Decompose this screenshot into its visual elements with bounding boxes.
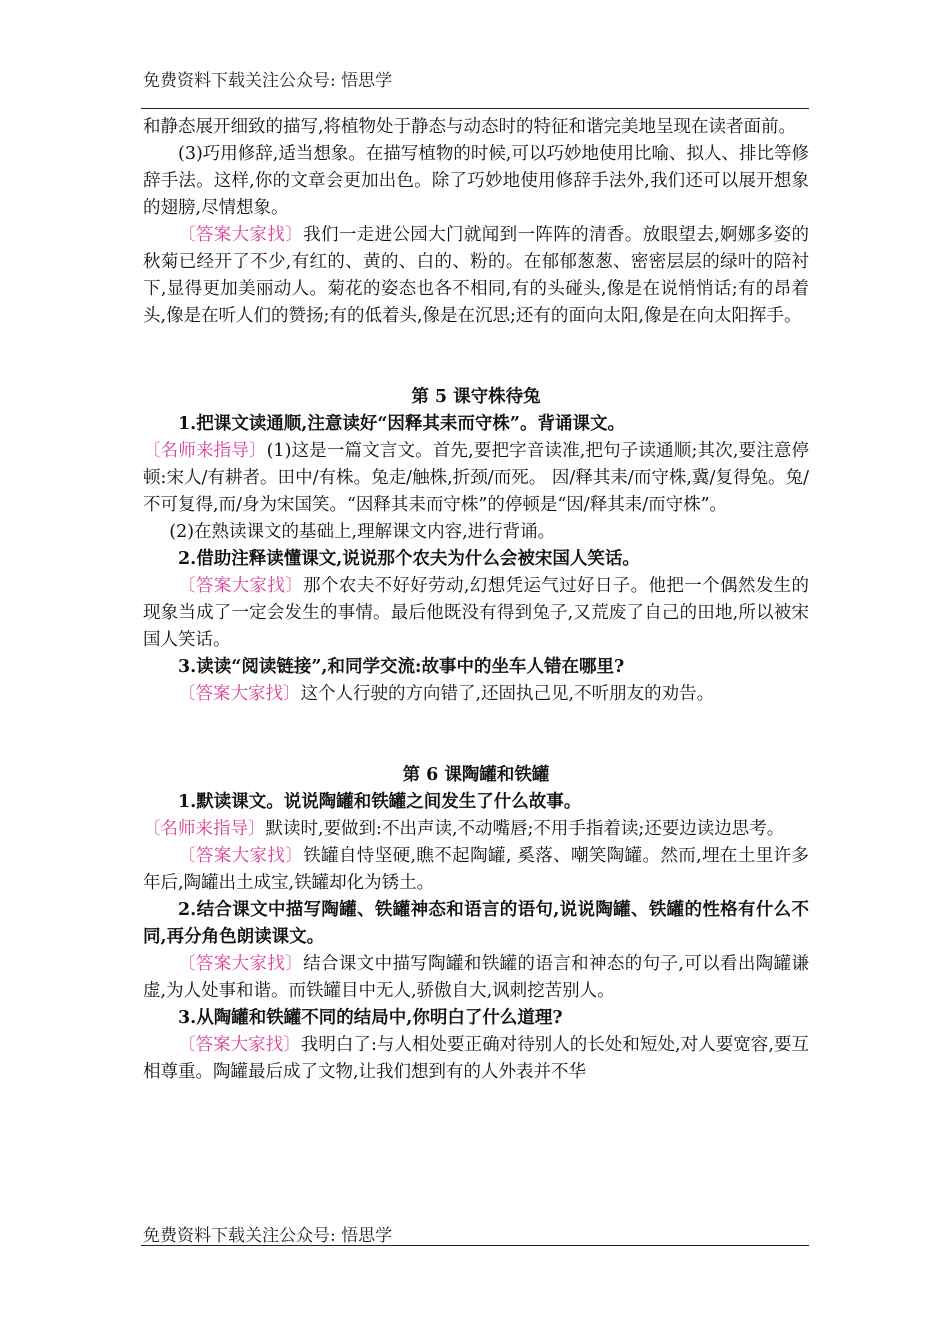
answer-paragraph: 〔答案大家找〕这个人行驶的方向错了,还固执己见,不听朋友的劝告。 [178,684,715,704]
answer-tag: 〔答案大家找〕 [178,225,304,245]
answer-paragraph: 〔答案大家找〕那个农夫不好好劳动,幻想凭运气过好日子。他把一个偶然发生的现象当成了一定会发生的事情。最后他既没有得到兔子,又荒废了自己的田地,所以被宋国人笑话。 [143,576,810,650]
answer-paragraph: 〔答案大家找〕结合课文中描写陶罐和铁罐的语言和神态的句子,可以看出陶罐谦虚,为人处事和谐。而铁罐目中无人,骄傲自大,讽刺挖苦别人。 [143,954,810,1001]
spacer [143,708,809,762]
answer-paragraph: 〔答案大家找〕我明白了:与人相处要正确对待别人的长处和短处,对人要宽容,要互相尊重。陶罐最后成了文物,让我们想到有的人外表并不华 [143,1035,809,1082]
page-footer: 免费资料下载关注公众号: 悟思学 [143,1226,393,1246]
question: 3.读读“阅读链接”,和同学交流:故事中的坐车人错在哪里? [178,657,625,677]
paragraph: 和静态展开细致的描写,将植物处于静态与动态时的特征和谐完美地呈现在读者面前。 [143,117,797,137]
guide-tag: 〔名师来指导〕 [143,819,266,839]
answer-paragraph: 〔答案大家找〕铁罐自恃坚硬,瞧不起陶罐, 奚落、嘲笑陶罐。然而,埋在土里许多年后,陶罐出土成宝,铁罐却化为锈土。 [143,846,810,893]
paragraph: (2)在熟读课文的基础上,理解课文内容,进行背诵。 [169,522,556,542]
question: 2.结合课文中描写陶罐、铁罐神态和语言的语句,说说陶罐、铁罐的性格有什么不同,再分角色朗读课文。 [143,900,809,947]
footer-rule [141,1245,809,1246]
page-content [143,114,809,1086]
guide-paragraph: 〔名师来指导〕默读时,要做到:不出声读,不动嘴唇;不用手指着读;还要边读边思考。 [143,819,785,839]
answer-tag: 〔答案大家找〕 [178,846,304,866]
question: 3.从陶罐和铁罐不同的结局中,你明白了什么道理? [178,1008,563,1028]
lesson-title: 第 6 课陶罐和铁罐 [402,765,550,785]
spacer [143,330,809,384]
guide-tag: 〔名师来指导〕 [143,441,267,461]
guide-paragraph: 〔名师来指导〕(1)这是一篇文言文。首先,要把字音读准,把句子读通顺;其次,要注意停顿:宋人/有耕者。田中/有株。兔走/触株,折颈/而死。 因/释其耒/而守株,冀/复得兔。兔/不可复得,而/身为宋国笑。“因释其耒而守株”的停顿是“因/释其耒/而守株”。 [143,441,810,515]
header-rule [141,108,809,109]
answer-tag: 〔答案大家找〕 [178,576,304,596]
answer-paragraph: 〔答案大家找〕我们一走进公园大门就闻到一阵阵的清香。放眼望去,婀娜多姿的秋菊已经开了不少,有红的、黄的、白的、粉的。在郁郁葱葱、密密层层的绿叶的陪衬下,显得更加美丽动人。菊花的姿态也各不相同,有的头碰头,像是在说悄悄话;有的昂着头,像是在听人们的赞扬;有的低着头,像是在沉思;还有的面向太阳,像是在向太阳挥手。 [143,225,810,326]
lesson-title: 第 5 课守株待兔 [411,387,541,407]
paragraph: (3)巧用修辞,适当想象。在描写植物的时候,可以巧妙地使用比喻、拟人、排比等修辞手法。这样,你的文章会更加出色。除了巧妙地使用修辞手法外,我们还可以展开想象的翅膀,尽情想象。 [143,144,809,218]
question: 1.把课文读通顺,注意读好“因释其耒而守株”。背诵课文。 [178,414,625,434]
answer-tag: 〔答案大家找〕 [178,684,301,704]
answer-tag: 〔答案大家找〕 [178,1035,301,1055]
page-header: 免费资料下载关注公众号: 悟思学 [143,71,393,91]
question: 2.借助注释读懂课文,说说那个农夫为什么会被宋国人笑话。 [178,549,640,569]
question: 1.默读课文。说说陶罐和铁罐之间发生了什么故事。 [178,792,582,812]
answer-tag: 〔答案大家找〕 [178,954,304,974]
